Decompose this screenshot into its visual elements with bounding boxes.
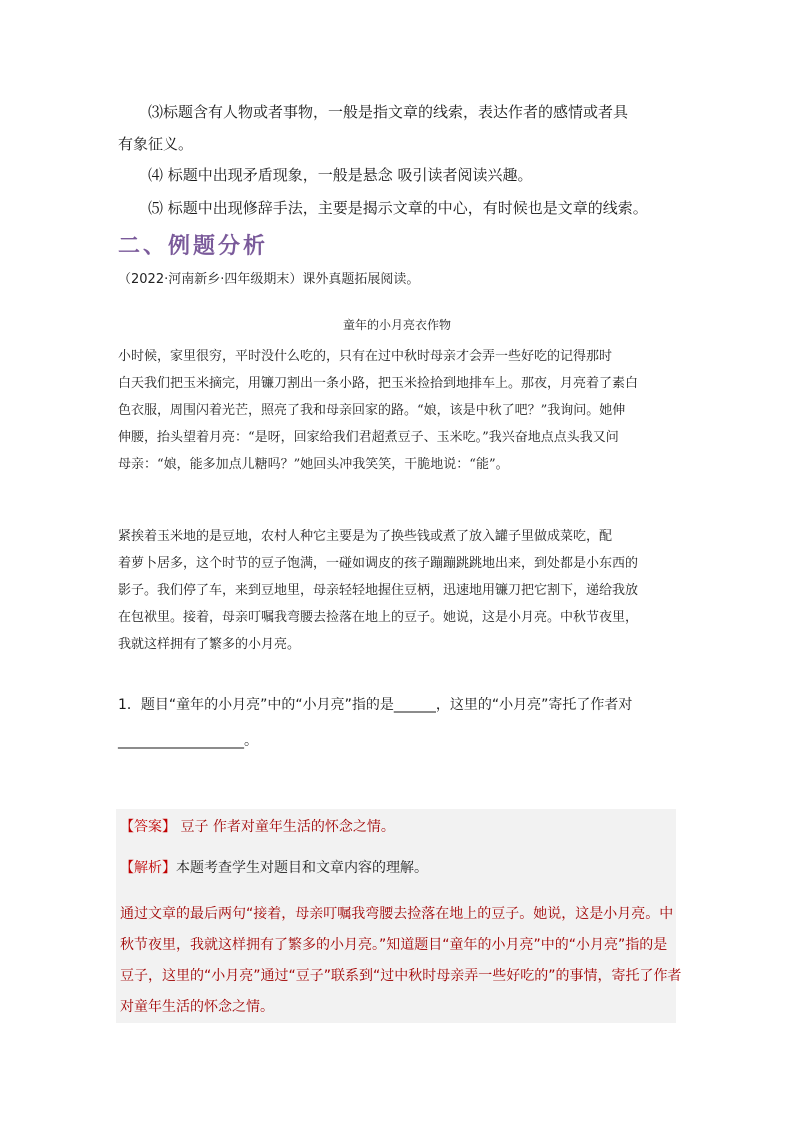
question-1-continued <box>118 731 258 751</box>
analysis-tag: 【解析】 <box>120 860 176 876</box>
answer-row <box>120 817 395 837</box>
paragraph-line: 着萝卜居多，这个时节的豆子饱满，一碰如调皮的孩子蹦蹦跳跳地出来，到处都是小东西的 <box>118 556 639 571</box>
answer-blank-2: __________________ <box>118 733 244 749</box>
question-end: 。 <box>244 733 258 749</box>
paragraph-line: 小时候，家里很穷，平时没什么吃的，只有在过中秋时母亲才会弄一些好吃的记得那时 <box>118 349 613 364</box>
article-paragraph-2 <box>118 523 678 658</box>
explanation-line: 通过文章的最后两句“接着，母亲叮嘱我弯腰去捡落在地上的豆子。她说，这是小月亮。中 <box>120 906 674 922</box>
paragraph-line: 影子。我们停了车，来到豆地里，母亲轻轻地握住豆柄，迅速地用镰刀把它割下，递给我放 <box>118 583 639 598</box>
explanation-line: 秋节夜里，我就这样拥有了繁多的小月亮。”知道题目“童年的小月亮”中的“小月亮”指的是 <box>120 937 668 953</box>
paragraph-line: 色衣服，周围闪着光芒，照亮了我和母亲回家的路。“娘，该是中秋了吧？”我询问。她伸 <box>118 403 626 418</box>
paragraph-line: 白天我们把玉米摘完，用镰刀割出一条小路，把玉米捡拾到地排车上。那夜，月亮着了素白 <box>118 376 639 391</box>
answer-text: 豆子 作者对童年生活的怀念之情。 <box>176 819 395 835</box>
article-title: 童年的小月亮衣作物 <box>342 318 451 332</box>
rule-3-line-1: ⑶标题含有人物或者事物，一般是指文章的线索，表达作者的感情或者具 <box>148 103 629 121</box>
analysis-row <box>120 858 428 878</box>
answer-box <box>116 809 682 1023</box>
paragraph-line: 在包袱里。接着，母亲叮嘱我弯腰去捡落在地上的豆子。她说，这是小月亮。中秋节夜里， <box>118 610 639 625</box>
source-note: （2022·河南新乡·四年级期末）课外真题拓展阅读。 <box>118 272 420 287</box>
answer-tag: 【答案】 <box>120 819 176 835</box>
question-text-part-1: 1．题目“童年的小月亮”中的“小月亮”指的是 <box>118 697 394 713</box>
paragraph-line: 母亲：“娘，能多加点儿糖吗？”她回头冲我笑笑，干脆地说：“能”。 <box>118 457 509 472</box>
explanation-line: 豆子，这里的“小月亮”通过“豆子”联系到“过中秋时母亲弄一些好吃的”的事情，寄托了作者 <box>120 968 682 984</box>
rule-5: ⑸ 标题中出现修辞手法，主要是揭示文章的中心，有时候也是文章的线索。 <box>148 199 648 217</box>
question-text-part-2: ，这里的“小月亮”寄托了作者对 <box>435 697 633 713</box>
analysis-text: 本题考查学生对题目和文章内容的理解。 <box>176 860 428 876</box>
answer-blank-1: ______ <box>393 697 436 713</box>
rule-3-line-2: 有象征义。 <box>118 135 194 153</box>
paragraph-line: 我就这样拥有了繁多的小月亮。 <box>118 637 301 652</box>
section-heading: 二、例题分析 <box>118 233 269 259</box>
paragraph-line: 紧挨着玉米地的是豆地，农村人种它主要是为了换些钱或煮了放入罐子里做成菜吃，配 <box>118 529 613 544</box>
paragraph-line: 伸腰，抬头望着月亮：“是呀，回家给我们君超煮豆子、玉米吃。”我兴奋地点点头我又问 <box>118 430 619 445</box>
question-1 <box>118 695 632 715</box>
rule-4: ⑷ 标题中出现矛盾现象，一般是悬念 吸引读者阅读兴趣。 <box>148 166 533 184</box>
article-paragraph-1 <box>118 343 678 478</box>
explanation-line: 对童年生活的怀念之情。 <box>120 999 274 1015</box>
